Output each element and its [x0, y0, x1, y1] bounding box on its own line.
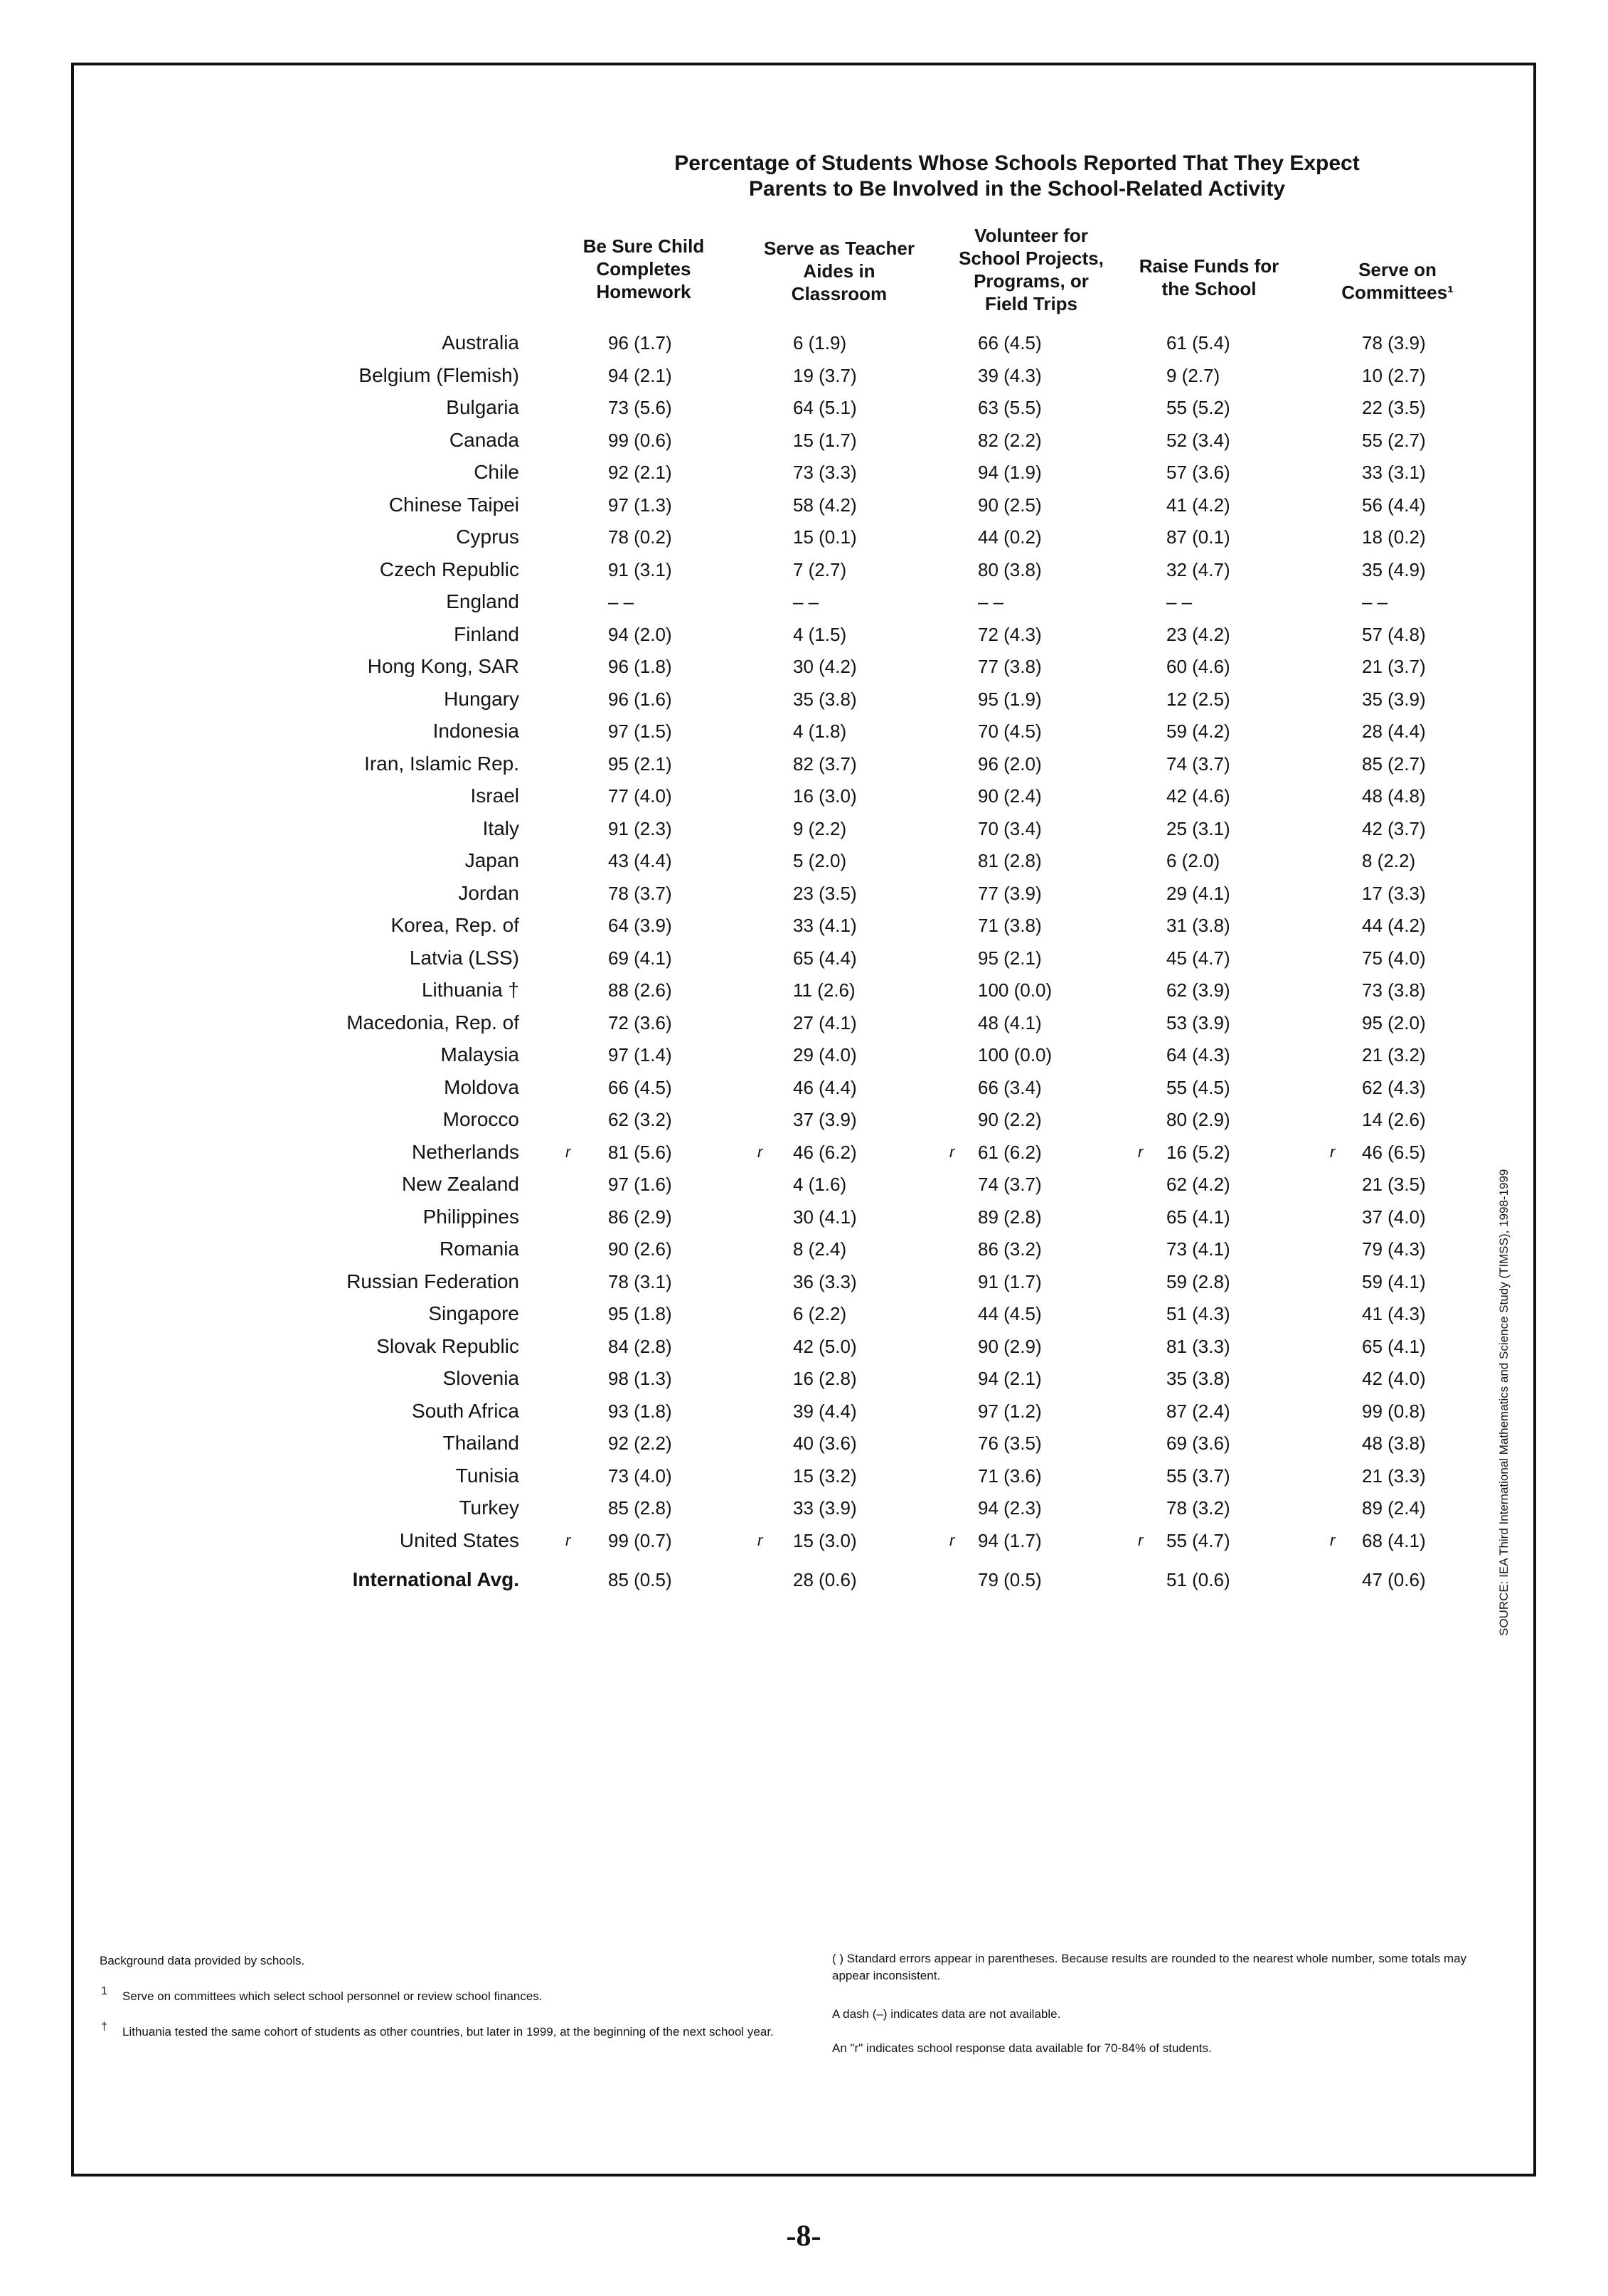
country-label: New Zealand	[402, 1173, 519, 1195]
cell-homework: 84 (2.8)	[608, 1336, 672, 1357]
cell-volunteer: 66 (4.5)	[978, 332, 1042, 354]
cell-homework: 72 (3.6)	[608, 1012, 672, 1033]
cell-committees: 99 (0.8)	[1362, 1401, 1426, 1422]
response-rate-flag: r	[565, 1531, 571, 1549]
cell-teacher-aides: 16 (3.0)	[793, 785, 857, 807]
cell-raise-funds: – –	[1166, 591, 1193, 612]
cell-homework: 62 (3.2)	[608, 1109, 672, 1130]
cell-committees: 35 (4.9)	[1362, 559, 1426, 580]
cell-homework: 77 (4.0)	[608, 785, 672, 807]
note-standard-errors: ( ) Standard errors appear in parentheses. Because results are rounded to the nearest whole number, some totals may appear inconsistent.	[832, 1952, 1467, 1982]
cell-raise-funds: 65 (4.1)	[1166, 1206, 1230, 1228]
column-header-committees: Serve on Committees¹	[1341, 259, 1454, 303]
cell-volunteer: 97 (1.2)	[978, 1401, 1042, 1422]
cell-volunteer: 90 (2.5)	[978, 494, 1042, 516]
cell-committees: 21 (3.5)	[1362, 1174, 1426, 1195]
cell-teacher-aides: 15 (3.0)	[793, 1530, 857, 1551]
country-label: Chile	[474, 461, 519, 483]
response-rate-flag: r	[565, 1143, 571, 1161]
response-rate-flag: r	[949, 1531, 955, 1549]
cell-teacher-aides: 4 (1.6)	[793, 1174, 847, 1195]
cell-committees: 85 (2.7)	[1362, 753, 1426, 775]
page-number: -8-	[786, 2220, 821, 2253]
cell-committees: 59 (4.1)	[1362, 1271, 1426, 1292]
cell-teacher-aides: 4 (1.8)	[793, 721, 847, 742]
cell-volunteer: 63 (5.5)	[978, 397, 1042, 418]
country-label: South Africa	[412, 1400, 519, 1422]
cell-raise-funds: 32 (4.7)	[1166, 559, 1230, 580]
cell-teacher-aides: 6 (2.2)	[793, 1303, 847, 1324]
cell-teacher-aides: 65 (4.4)	[793, 947, 857, 969]
cell-committees: – –	[1362, 591, 1388, 612]
cell-committees: 62 (4.3)	[1362, 1077, 1426, 1098]
cell-committees: 89 (2.4)	[1362, 1497, 1426, 1519]
cell-teacher-aides: 30 (4.2)	[793, 656, 857, 677]
cell-homework: 93 (1.8)	[608, 1401, 672, 1422]
cell-homework: 92 (2.1)	[608, 462, 672, 483]
country-label: Tunisia	[455, 1465, 519, 1487]
cell-committees: 8 (2.2)	[1362, 850, 1416, 871]
title-line-1: Percentage of Students Whose Schools Reported That They Expect	[674, 152, 1360, 175]
cell-volunteer: 44 (0.2)	[978, 526, 1042, 548]
country-label: Bulgaria	[446, 396, 519, 418]
cell-raise-funds: 35 (3.8)	[1166, 1368, 1230, 1389]
cell-committees: 46 (6.5)	[1362, 1142, 1426, 1163]
average-raise-funds: 51 (0.6)	[1166, 1569, 1230, 1590]
country-label: Malaysia	[440, 1043, 519, 1065]
cell-committees: 33 (3.1)	[1362, 462, 1426, 483]
cell-raise-funds: 80 (2.9)	[1166, 1109, 1230, 1130]
cell-volunteer: 71 (3.6)	[978, 1465, 1042, 1487]
cell-teacher-aides: 36 (3.3)	[793, 1271, 857, 1292]
country-label: Canada	[449, 429, 519, 451]
cell-teacher-aides: 42 (5.0)	[793, 1336, 857, 1357]
country-label: Singapore	[428, 1302, 519, 1324]
cell-homework: 78 (0.2)	[608, 526, 672, 548]
cell-volunteer: 95 (2.1)	[978, 947, 1042, 969]
cell-volunteer: 82 (2.2)	[978, 430, 1042, 451]
country-label: Hungary	[444, 688, 519, 710]
cell-volunteer: 80 (3.8)	[978, 559, 1042, 580]
cell-teacher-aides: – –	[793, 591, 819, 612]
cell-volunteer: 91 (1.7)	[978, 1271, 1042, 1292]
cell-homework: 73 (4.0)	[608, 1465, 672, 1487]
cell-raise-funds: 9 (2.7)	[1166, 365, 1220, 386]
cell-committees: 41 (4.3)	[1362, 1303, 1426, 1324]
cell-committees: 42 (3.7)	[1362, 818, 1426, 839]
country-label: Hong Kong, SAR	[367, 655, 519, 677]
cell-homework: 96 (1.8)	[608, 656, 672, 677]
country-label: Belgium (Flemish)	[358, 364, 519, 386]
country-label: Italy	[482, 817, 519, 839]
country-label: Czech Republic	[379, 558, 519, 580]
cell-committees: 42 (4.0)	[1362, 1368, 1426, 1389]
response-rate-flag: r	[1138, 1143, 1144, 1161]
cell-committees: 37 (4.0)	[1362, 1206, 1426, 1228]
country-label: Macedonia, Rep. of	[346, 1011, 519, 1033]
cell-committees: 78 (3.9)	[1362, 332, 1426, 354]
cell-homework: – –	[608, 591, 634, 612]
cell-volunteer: 95 (1.9)	[978, 689, 1042, 710]
cell-homework: 81 (5.6)	[608, 1142, 672, 1163]
cell-volunteer: 61 (6.2)	[978, 1142, 1042, 1163]
cell-raise-funds: 81 (3.3)	[1166, 1336, 1230, 1357]
country-label: United States	[399, 1529, 519, 1551]
cell-raise-funds: 62 (4.2)	[1166, 1174, 1230, 1195]
cell-teacher-aides: 29 (4.0)	[793, 1044, 857, 1065]
cell-teacher-aides: 19 (3.7)	[793, 365, 857, 386]
cell-homework: 86 (2.9)	[608, 1206, 672, 1228]
cell-volunteer: 66 (3.4)	[978, 1077, 1042, 1098]
cell-committees: 79 (4.3)	[1362, 1238, 1426, 1260]
country-label: Turkey	[459, 1497, 519, 1519]
cell-raise-funds: 60 (4.6)	[1166, 656, 1230, 677]
cell-raise-funds: 87 (0.1)	[1166, 526, 1230, 548]
country-label: Korea, Rep. of	[390, 914, 519, 936]
cell-raise-funds: 31 (3.8)	[1166, 915, 1230, 936]
cell-teacher-aides: 73 (3.3)	[793, 462, 857, 483]
cell-teacher-aides: 27 (4.1)	[793, 1012, 857, 1033]
cell-homework: 99 (0.7)	[608, 1530, 672, 1551]
cell-teacher-aides: 8 (2.4)	[793, 1238, 847, 1260]
cell-volunteer: 48 (4.1)	[978, 1012, 1042, 1033]
cell-volunteer: 90 (2.9)	[978, 1336, 1042, 1357]
cell-homework: 97 (1.3)	[608, 494, 672, 516]
cell-raise-funds: 55 (5.2)	[1166, 397, 1230, 418]
cell-volunteer: 70 (3.4)	[978, 818, 1042, 839]
country-label: Lithuania †	[421, 979, 519, 1001]
cell-committees: 48 (4.8)	[1362, 785, 1426, 807]
cell-volunteer: 94 (1.9)	[978, 462, 1042, 483]
cell-raise-funds: 59 (2.8)	[1166, 1271, 1230, 1292]
cell-volunteer: 96 (2.0)	[978, 753, 1042, 775]
cell-raise-funds: 41 (4.2)	[1166, 494, 1230, 516]
response-rate-flag: r	[949, 1143, 955, 1161]
column-header-homework: Be Sure Child Completes Homework	[582, 235, 705, 302]
average-committees: 47 (0.6)	[1362, 1569, 1426, 1590]
cell-committees: 68 (4.1)	[1362, 1530, 1426, 1551]
cell-committees: 35 (3.9)	[1362, 689, 1426, 710]
cell-raise-funds: 29 (4.1)	[1166, 883, 1230, 904]
cell-teacher-aides: 11 (2.6)	[793, 979, 856, 1001]
cell-homework: 97 (1.5)	[608, 721, 672, 742]
cell-teacher-aides: 6 (1.9)	[793, 332, 847, 354]
note-r-indicator: An "r" indicates school response data available for 70-84% of students.	[832, 2041, 1212, 2055]
response-rate-flag: r	[1330, 1531, 1336, 1549]
footnote-lithuania: Lithuania tested the same cohort of students as other countries, but later in 1999, at the beginning of the next school year.	[122, 2025, 774, 2039]
cell-homework: 96 (1.7)	[608, 332, 672, 354]
cell-raise-funds: 23 (4.2)	[1166, 624, 1230, 645]
cell-raise-funds: 78 (3.2)	[1166, 1497, 1230, 1519]
cell-homework: 85 (2.8)	[608, 1497, 672, 1519]
country-label: Israel	[470, 785, 519, 807]
cell-teacher-aides: 40 (3.6)	[793, 1433, 857, 1454]
cell-volunteer: 90 (2.4)	[978, 785, 1042, 807]
cell-homework: 90 (2.6)	[608, 1238, 672, 1260]
cell-teacher-aides: 82 (3.7)	[793, 753, 857, 775]
international-average-label: International Avg.	[352, 1568, 519, 1590]
cell-committees: 56 (4.4)	[1362, 494, 1426, 516]
cell-volunteer: 90 (2.2)	[978, 1109, 1042, 1130]
cell-homework: 92 (2.2)	[608, 1433, 672, 1454]
country-label: Philippines	[422, 1206, 519, 1228]
cell-raise-funds: 64 (4.3)	[1166, 1044, 1230, 1065]
cell-committees: 57 (4.8)	[1362, 624, 1426, 645]
country-label: Japan	[464, 849, 519, 871]
cell-volunteer: 71 (3.8)	[978, 915, 1042, 936]
cell-teacher-aides: 16 (2.8)	[793, 1368, 857, 1389]
cell-teacher-aides: 33 (3.9)	[793, 1497, 857, 1519]
note-background: Background data provided by schools.	[100, 1954, 305, 1967]
country-label: Australia	[442, 331, 519, 354]
average-volunteer: 79 (0.5)	[978, 1569, 1042, 1590]
cell-raise-funds: 73 (4.1)	[1166, 1238, 1230, 1260]
cell-committees: 65 (4.1)	[1362, 1336, 1426, 1357]
cell-homework: 91 (2.3)	[608, 818, 672, 839]
cell-teacher-aides: 5 (2.0)	[793, 850, 847, 871]
cell-homework: 97 (1.4)	[608, 1044, 672, 1065]
cell-homework: 91 (3.1)	[608, 559, 672, 580]
cell-teacher-aides: 37 (3.9)	[793, 1109, 857, 1130]
average-teacher-aides: 28 (0.6)	[793, 1569, 857, 1590]
country-label: Jordan	[458, 882, 519, 904]
cell-raise-funds: 87 (2.4)	[1166, 1401, 1230, 1422]
country-label: Slovenia	[442, 1367, 519, 1389]
cell-committees: 22 (3.5)	[1362, 397, 1426, 418]
cell-volunteer: 77 (3.9)	[978, 883, 1042, 904]
footnote-mark-1: 1	[101, 1985, 107, 1997]
cell-homework: 98 (1.3)	[608, 1368, 672, 1389]
cell-teacher-aides: 15 (0.1)	[793, 526, 857, 548]
cell-volunteer: 74 (3.7)	[978, 1174, 1042, 1195]
cell-raise-funds: 69 (3.6)	[1166, 1433, 1230, 1454]
cell-volunteer: 70 (4.5)	[978, 721, 1042, 742]
cell-committees: 28 (4.4)	[1362, 721, 1426, 742]
cell-homework: 78 (3.1)	[608, 1271, 672, 1292]
cell-teacher-aides: 30 (4.1)	[793, 1206, 857, 1228]
average-homework: 85 (0.5)	[608, 1569, 672, 1590]
cell-teacher-aides: 4 (1.5)	[793, 624, 847, 645]
cell-teacher-aides: 35 (3.8)	[793, 689, 857, 710]
cell-homework: 88 (2.6)	[608, 979, 672, 1001]
response-rate-flag: r	[1330, 1143, 1336, 1161]
cell-committees: 21 (3.7)	[1362, 656, 1426, 677]
cell-homework: 95 (1.8)	[608, 1303, 672, 1324]
cell-homework: 97 (1.6)	[608, 1174, 672, 1195]
cell-raise-funds: 45 (4.7)	[1166, 947, 1230, 969]
cell-teacher-aides: 23 (3.5)	[793, 883, 857, 904]
cell-committees: 73 (3.8)	[1362, 979, 1426, 1001]
cell-volunteer: 94 (2.1)	[978, 1368, 1042, 1389]
cell-volunteer: 89 (2.8)	[978, 1206, 1042, 1228]
country-label: Indonesia	[432, 720, 519, 742]
table-title	[612, 151, 1422, 202]
cell-raise-funds: 16 (5.2)	[1166, 1142, 1230, 1163]
cell-volunteer: 72 (4.3)	[978, 624, 1042, 645]
footnote-committees: Serve on committees which select school personnel or review school finances.	[122, 1989, 543, 2003]
cell-homework: 43 (4.4)	[608, 850, 672, 871]
column-header-volunteer: Volunteer for School Projects, Programs, or Field Trips	[959, 225, 1104, 314]
cell-teacher-aides: 9 (2.2)	[793, 818, 847, 839]
cell-volunteer: 39 (4.3)	[978, 365, 1042, 386]
cell-committees: 18 (0.2)	[1362, 526, 1426, 548]
cell-committees: 21 (3.3)	[1362, 1465, 1426, 1487]
cell-teacher-aides: 15 (3.2)	[793, 1465, 857, 1487]
cell-homework: 78 (3.7)	[608, 883, 672, 904]
country-label: Moldova	[444, 1076, 519, 1098]
country-label: Thailand	[442, 1432, 519, 1454]
cell-raise-funds: 42 (4.6)	[1166, 785, 1230, 807]
cell-volunteer: 100 (0.0)	[978, 979, 1053, 1001]
cell-volunteer: 76 (3.5)	[978, 1433, 1042, 1454]
response-rate-flag: r	[757, 1531, 763, 1549]
cell-homework: 69 (4.1)	[608, 947, 672, 969]
cell-teacher-aides: 46 (6.2)	[793, 1142, 857, 1163]
cell-raise-funds: 57 (3.6)	[1166, 462, 1230, 483]
country-label: Netherlands	[412, 1141, 519, 1163]
cell-raise-funds: 61 (5.4)	[1166, 332, 1230, 354]
cell-volunteer: 94 (1.7)	[978, 1530, 1042, 1551]
cell-committees: 48 (3.8)	[1362, 1433, 1426, 1454]
cell-committees: 75 (4.0)	[1362, 947, 1426, 969]
cell-homework: 73 (5.6)	[608, 397, 672, 418]
footnote-mark-lithuania: †	[101, 2021, 107, 2033]
cell-teacher-aides: 58 (4.2)	[793, 494, 857, 516]
country-label: Slovak Republic	[376, 1335, 519, 1357]
cell-volunteer: 77 (3.8)	[978, 656, 1042, 677]
cell-volunteer: 94 (2.3)	[978, 1497, 1042, 1519]
cell-homework: 96 (1.6)	[608, 689, 672, 710]
cell-teacher-aides: 7 (2.7)	[793, 559, 847, 580]
cell-raise-funds: 25 (3.1)	[1166, 818, 1230, 839]
cell-raise-funds: 55 (3.7)	[1166, 1465, 1230, 1487]
cell-committees: 17 (3.3)	[1362, 883, 1426, 904]
cell-raise-funds: 55 (4.5)	[1166, 1077, 1230, 1098]
cell-volunteer: 86 (3.2)	[978, 1238, 1042, 1260]
cell-raise-funds: 12 (2.5)	[1166, 689, 1230, 710]
country-label: Chinese Taipei	[388, 494, 519, 516]
cell-raise-funds: 6 (2.0)	[1166, 850, 1220, 871]
cell-homework: 66 (4.5)	[608, 1077, 672, 1098]
cell-volunteer: 44 (4.5)	[978, 1303, 1042, 1324]
cell-raise-funds: 74 (3.7)	[1166, 753, 1230, 775]
country-label: England	[446, 590, 519, 612]
country-label: Morocco	[442, 1108, 519, 1130]
cell-committees: 55 (2.7)	[1362, 430, 1426, 451]
cell-teacher-aides: 15 (1.7)	[793, 430, 857, 451]
country-label: Romania	[439, 1238, 519, 1260]
cell-raise-funds: 52 (3.4)	[1166, 430, 1230, 451]
cell-homework: 95 (2.1)	[608, 753, 672, 775]
country-label: Finland	[454, 623, 519, 645]
source-citation: SOURCE: IEA Third International Mathematics and Science Study (TIMSS), 1998-1999	[1497, 1169, 1511, 1636]
cell-teacher-aides: 33 (4.1)	[793, 915, 857, 936]
country-label: Iran, Islamic Rep.	[364, 753, 519, 775]
cell-raise-funds: 53 (3.9)	[1166, 1012, 1230, 1033]
cell-volunteer: 100 (0.0)	[978, 1044, 1053, 1065]
cell-homework: 64 (3.9)	[608, 915, 672, 936]
cell-teacher-aides: 39 (4.4)	[793, 1401, 857, 1422]
cell-raise-funds: 59 (4.2)	[1166, 721, 1230, 742]
response-rate-flag: r	[757, 1143, 763, 1161]
cell-committees: 95 (2.0)	[1362, 1012, 1426, 1033]
response-rate-flag: r	[1138, 1531, 1144, 1549]
note-dash: A dash (–) indicates data are not available.	[832, 2007, 1061, 2021]
cell-committees: 44 (4.2)	[1362, 915, 1426, 936]
column-header-raise-funds: Raise Funds for the School	[1139, 255, 1279, 299]
country-label: Russian Federation	[346, 1270, 519, 1292]
cell-committees: 21 (3.2)	[1362, 1044, 1426, 1065]
title-line-2: Parents to Be Involved in the School-Related Activity	[748, 177, 1286, 201]
cell-volunteer: – –	[978, 591, 1004, 612]
column-header-teacher-aides: Serve as Teacher Aides in Classroom	[764, 238, 915, 304]
cell-homework: 99 (0.6)	[608, 430, 672, 451]
cell-homework: 94 (2.0)	[608, 624, 672, 645]
cell-teacher-aides: 64 (5.1)	[793, 397, 857, 418]
cell-committees: 14 (2.6)	[1362, 1109, 1426, 1130]
cell-volunteer: 81 (2.8)	[978, 850, 1042, 871]
cell-raise-funds: 62 (3.9)	[1166, 979, 1230, 1001]
cell-teacher-aides: 46 (4.4)	[793, 1077, 857, 1098]
cell-raise-funds: 51 (4.3)	[1166, 1303, 1230, 1324]
cell-homework: 94 (2.1)	[608, 365, 672, 386]
country-label: Cyprus	[456, 526, 519, 548]
cell-committees: 10 (2.7)	[1362, 365, 1426, 386]
cell-raise-funds: 55 (4.7)	[1166, 1530, 1230, 1551]
country-label: Latvia (LSS)	[409, 947, 519, 969]
